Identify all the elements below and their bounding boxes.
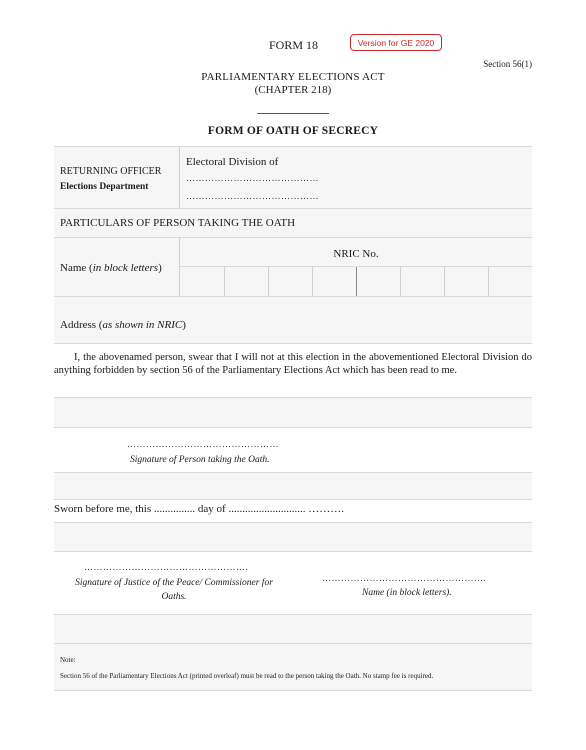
jp-name-caption: Name (in block letters). bbox=[362, 588, 452, 598]
rule bbox=[54, 614, 532, 615]
title-divider bbox=[257, 113, 329, 114]
rule bbox=[54, 499, 532, 500]
nric-char-box[interactable] bbox=[224, 267, 268, 296]
electoral-division-dots-2: …………………………………… bbox=[186, 191, 319, 201]
department-label: Elections Department bbox=[60, 182, 149, 192]
rule bbox=[54, 237, 532, 238]
rule bbox=[54, 522, 532, 523]
rule bbox=[54, 208, 532, 209]
particulars-heading: PARTICULARS OF PERSON TAKING THE OATH bbox=[60, 217, 296, 229]
electoral-division-label: Electoral Division of bbox=[186, 156, 279, 168]
rule bbox=[54, 472, 532, 473]
nric-char-box[interactable] bbox=[356, 267, 400, 296]
rule bbox=[54, 427, 532, 428]
note-text: Section 56 of the Parliamentary Elections Act (printed overleaf) must be read to the person taking the Oath. No stamp fee is required. bbox=[60, 672, 434, 680]
act-chapter: (CHAPTER 218) bbox=[254, 84, 332, 96]
jp-name-line[interactable]: ……………………………………………. bbox=[322, 573, 487, 583]
nric-char-box[interactable] bbox=[488, 267, 532, 296]
blank-row-4 bbox=[54, 615, 532, 643]
sworn-before-line: Sworn before me, this ............... day of ............................ ………. bbox=[54, 503, 344, 515]
nric-char-box[interactable] bbox=[180, 267, 224, 296]
electoral-division-dots-1: …………………………………… bbox=[186, 173, 319, 183]
rule bbox=[54, 397, 532, 398]
person-signature-caption: Signature of Person taking the Oath. bbox=[130, 455, 270, 465]
nric-label: NRIC No. bbox=[333, 248, 379, 260]
nric-char-box[interactable] bbox=[312, 267, 356, 296]
rule bbox=[54, 146, 532, 147]
section-reference: Section 56(1) bbox=[483, 59, 532, 69]
note-row bbox=[54, 644, 532, 690]
person-signature-line[interactable]: ………………………………………… bbox=[127, 439, 279, 449]
jp-signature-line[interactable]: ……………………………………………. bbox=[84, 562, 249, 572]
nric-char-box[interactable] bbox=[444, 267, 488, 296]
rule bbox=[54, 296, 532, 297]
address-label: Address (as shown in NRIC) bbox=[60, 319, 186, 331]
nric-char-box[interactable] bbox=[268, 267, 312, 296]
jp-signature-caption: Signature of Justice of the Peace/ Commissioner for Oaths. bbox=[75, 578, 273, 602]
rule bbox=[54, 643, 532, 644]
rule bbox=[54, 690, 532, 691]
name-label: Name (in block letters) bbox=[60, 262, 162, 274]
rule bbox=[54, 343, 532, 344]
returning-officer-label: RETURNING OFFICER bbox=[60, 166, 162, 177]
blank-row-2 bbox=[54, 473, 532, 499]
act-title: PARLIAMENTARY ELECTIONS ACT bbox=[201, 71, 385, 83]
blank-row-1 bbox=[54, 397, 532, 427]
version-badge: Version for GE 2020 bbox=[350, 34, 442, 51]
oath-paragraph: I, the abovenamed person, swear that I will not at this election in the abovementioned Electoral Division do anything forbidden by section 56 of the Parliamentary Elections Act which has been read to me. bbox=[54, 352, 532, 376]
rule bbox=[54, 551, 532, 552]
form-title: FORM OF OATH OF SECRECY bbox=[207, 125, 379, 137]
nric-char-box[interactable] bbox=[400, 267, 444, 296]
note-label: Note: bbox=[60, 656, 76, 664]
form-number: FORM 18 bbox=[269, 38, 319, 52]
column-divider bbox=[179, 147, 180, 208]
blank-row-3 bbox=[54, 523, 532, 551]
